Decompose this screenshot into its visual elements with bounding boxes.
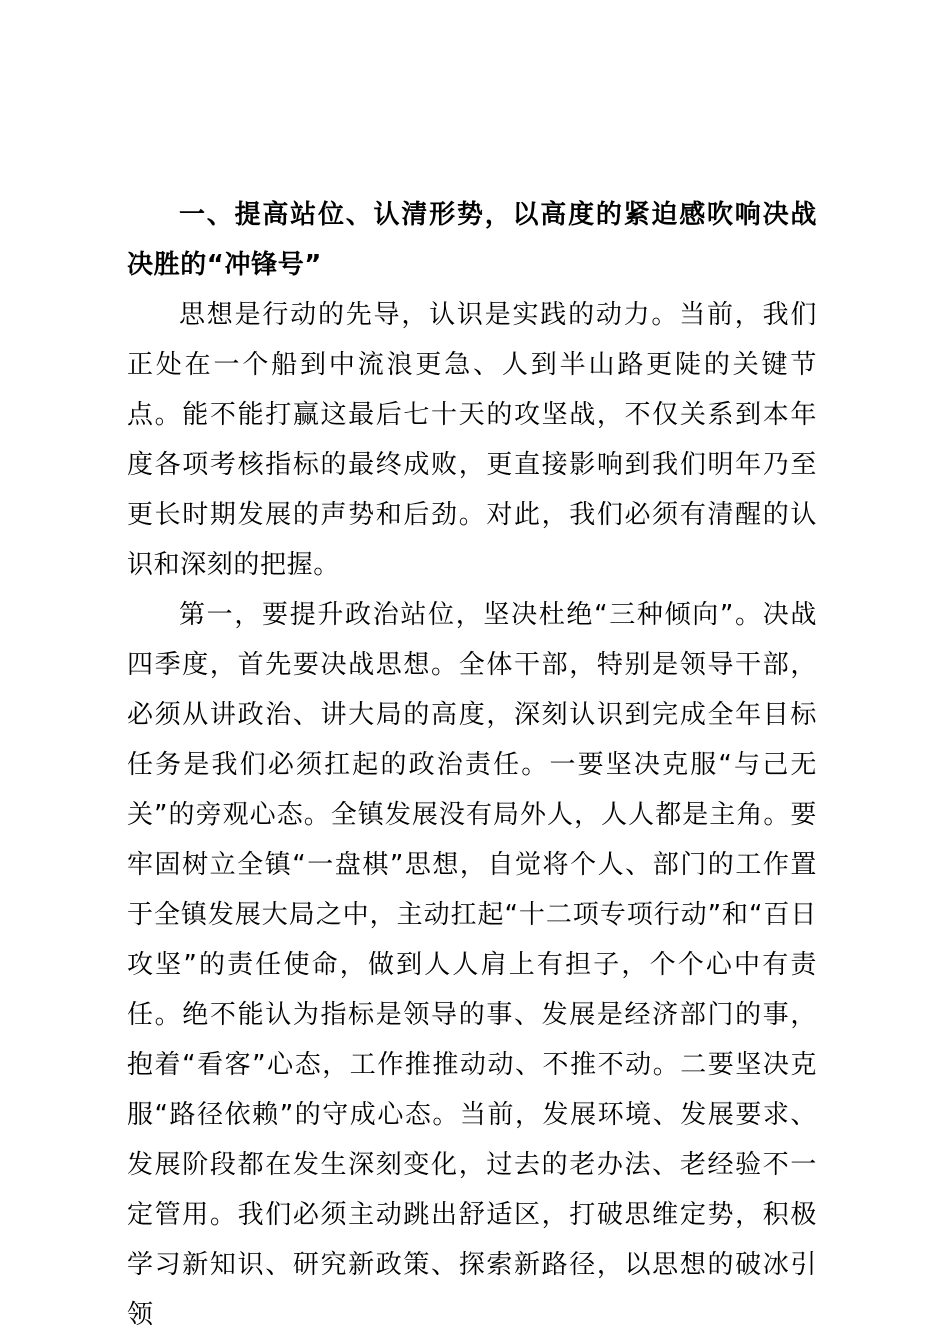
document-body	[127, 190, 817, 1340]
paragraph-2: 第一，要提升政治站位，坚决杜绝“三种倾向”。决战四季度，首先要决战思想。全体干部，特别是领导干部，必须从讲政治、讲大局的高度，深刻认识到完成全年目标任务是我们必须扛起的政治责任。一要坚决克服“与己无关”的旁观心态。全镇发展没有局外人，人人都是主角。要牢固树立全镇“一盘棋”思想，自觉将个人、部门的工作置于全镇发展大局之中，主动扛起“十二项专项行动”和“百日攻坚”的责任使命，做到人人肩上有担子，个个心中有责任。绝不能认为指标是领导的事、发展是经济部门的事，抱着“看客”心态，工作推推动动、不推不动。二要坚决克服“路径依赖”的守成心态。当前，发展环境、发展要求、发展阶段都在发生深刻变化，过去的老办法、老经验不一定管用。我们必须主动跳出舒适区，打破思维定势，积极学习新知识、研究新政策、探索新路径，以思想的破冰引领	[127, 600, 817, 1330]
paragraph-1: 思想是行动的先导，认识是实践的动力。当前，我们正处在一个船到中流浪更急、人到半山路更陡的关键节点。能不能打赢这最后七十天的攻坚战，不仅关系到本年度各项考核指标的最终成败，更直接影响到我们明年乃至更长时期发展的声势和后劲。对此，我们必须有清醒的认识和深刻的把握。	[127, 300, 817, 580]
section-heading: 一、提高站位、认清形势，以高度的紧迫感吹响决战决胜的“冲锋号”	[127, 200, 817, 280]
